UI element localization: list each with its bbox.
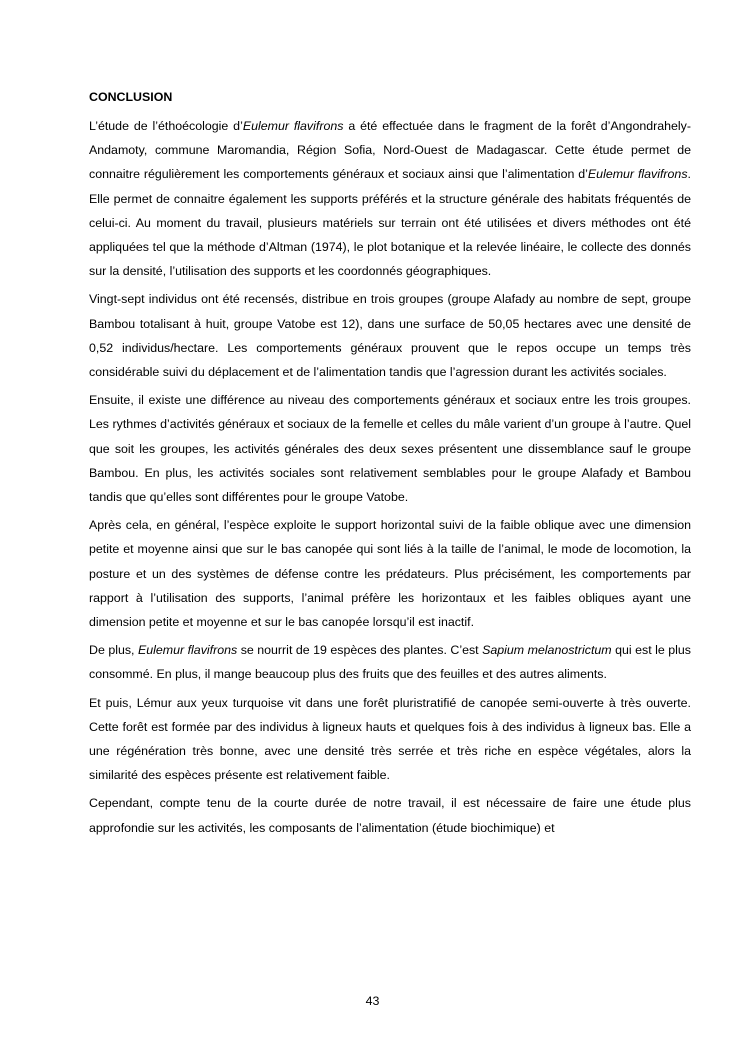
paragraph-intro [89,114,691,283]
text-run: se nourrit de 19 espèces des plantes. C’est [237,643,483,658]
section-heading: CONCLUSION [89,90,173,104]
paragraph-habitat: Et puis, Lémur aux yeux turquoise vit dans une forêt pluristratifié de canopée semi-ouverte à très ouverte. Cette forêt est formée par des individus à ligneux hauts et quelques fois à des individus à ligneux bas. Elle a une régénération très bonne, avec une densité très serrée et très riche en espèce végétales, alors la similarité des espèces présente est relativement faible. [89,695,691,783]
species-name: Eulemur flavifrons [137,643,238,658]
paragraph-supports: Après cela, en général, l’espèce exploite le support horizontal suivi de la faible oblique avec une dimension petite et moyenne ainsi que sur le bas canopée qui sont liés à la taille de l’animal, le mode de locomotion, la posture et un des systèmes de défense contre les prédateurs. Plus précisément, les comportements par rapport à l’utilisation des supports, l’animal préfère les horizontaux et les faibles obliques ayant une dimension petite et moyenne et sur le bas canopée lorsqu’il est inactif. [89,518,691,630]
paragraph-diet [89,638,691,686]
text-run: De plus, [89,643,138,658]
text-run: a été effectuée dans le fragment de la forêt d’Angondrahely-Andamoty, commune Maromandia, Région Sofia, Nord-Ouest de Madagascar. Cette étude permet de connaitre régulièrement les comportements généraux et sociaux ainsi que l’alimentation d’ [89,119,691,182]
species-name: Eulemur flavifrons [587,167,688,182]
paragraph-population: Vingt-sept individus ont été recensés, distribue en trois groupes (groupe Alafady au nombre de sept, groupe Bambou totalisant à huit, groupe Vatobe est 12), dans une surface de 50,05 hectares avec une densité de 0,52 individus/hectare. Les comportements généraux prouvent que le repos occupe un temps très considérable suivi du déplacement et de l’alimentation tandis que l’agression durant les activités sociales. [89,292,691,380]
species-name: Eulemur flavifrons [242,119,344,133]
paragraph-recommendation: Cependant, compte tenu de la courte durée de notre travail, il est nécessaire de faire une étude plus approfondie sur les activités, les composants de l’alimentation (étude biochimique) et [89,796,691,835]
text-run: L’étude de l’éthoécologie d’ [89,119,243,133]
page-number: 43 [365,994,380,1008]
text-run: qui est le plus consommé. En plus, il mange beaucoup plus des fruits que des feuilles et des autres aliments. [89,643,691,682]
text-run: . Elle permet de connaitre également les supports préférés et la structure générale des habitats fréquentés de celui-ci. Au moment du travail, plusieurs matériels sur terrain ont été utilisées et divers méthodes ont été appliquées tel que la méthode d’Altman (1974), le plot botanique et la relevée linéaire, le collecte des donnés sur la densité, l’utilisation des supports et les coordonnés géographiques. [89,167,691,279]
plant-species-name: Sapium melanostrictum [482,643,612,658]
paragraph-behaviour: Ensuite, il existe une différence au niveau des comportements généraux et sociaux entre les trois groupes. Les rythmes d’activités généraux et sociaux de la femelle et celles du mâle varient d’un groupe à l’autre. Quel que soit les groupes, les activités générales des deux sexes présentent une dissemblance sauf le groupe Bambou. En plus, les activités sociales sont relativement semblables pour le groupe Alafady et Bambou tandis que qu’elles sont différentes pour le groupe Vatobe. [89,393,691,505]
document-body [89,86,691,844]
